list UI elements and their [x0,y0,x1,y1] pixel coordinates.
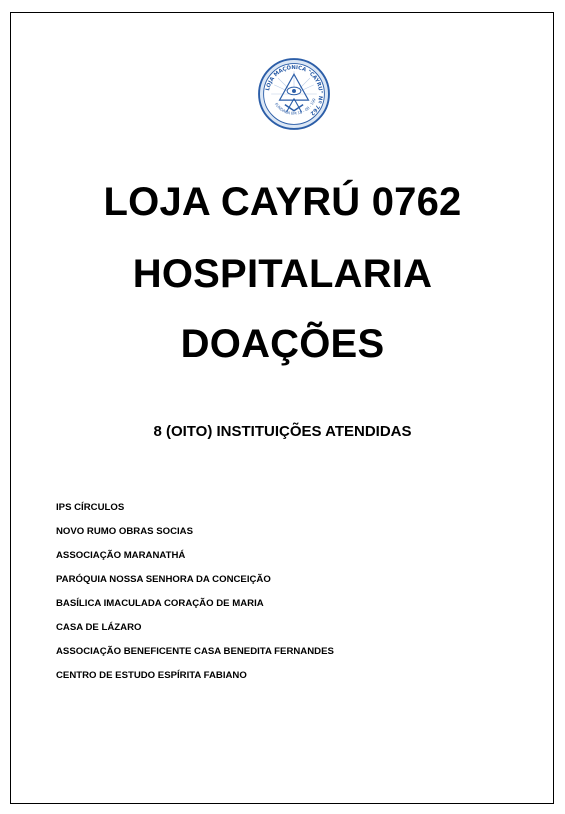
list-item: NOVO RUMO OBRAS SOCIAS [56,526,193,537]
title-department: HOSPITALARIA [132,252,433,296]
subtitle-institutions-count: 8 (OITO) INSTITUIÇÕES ATENDIDAS [153,423,412,440]
list-item: CENTRO DE ESTUDO ESPÍRITA FABIANO [56,670,247,681]
title-lodge-name: LOJA CAYRÚ 0762 [103,180,462,224]
list-item: BASÍLICA IMACULADA CORAÇÃO DE MARIA [56,598,264,609]
seal-ring-text: LOJA MAÇÔNICA "CAYRU" Nº 762 [265,64,324,117]
institution-list [56,498,334,690]
seal-founded-text: FUNDADA EM 18 - 08 - 199 [273,97,317,116]
lodge-seal-logo [256,56,332,132]
title-donations: DOAÇÕES [180,322,385,366]
list-item: ASSOCIAÇÃO BENEFICENTE CASA BENEDITA FERNANDES [56,646,334,657]
list-item: IPS CÍRCULOS [56,502,125,513]
list-item: ASSOCIAÇÃO MARANATHÁ [56,550,186,561]
list-item: PARÓQUIA NOSSA SENHORA DA CONCEIÇÃO [56,574,271,585]
list-item: CASA DE LÁZARO [56,622,142,633]
